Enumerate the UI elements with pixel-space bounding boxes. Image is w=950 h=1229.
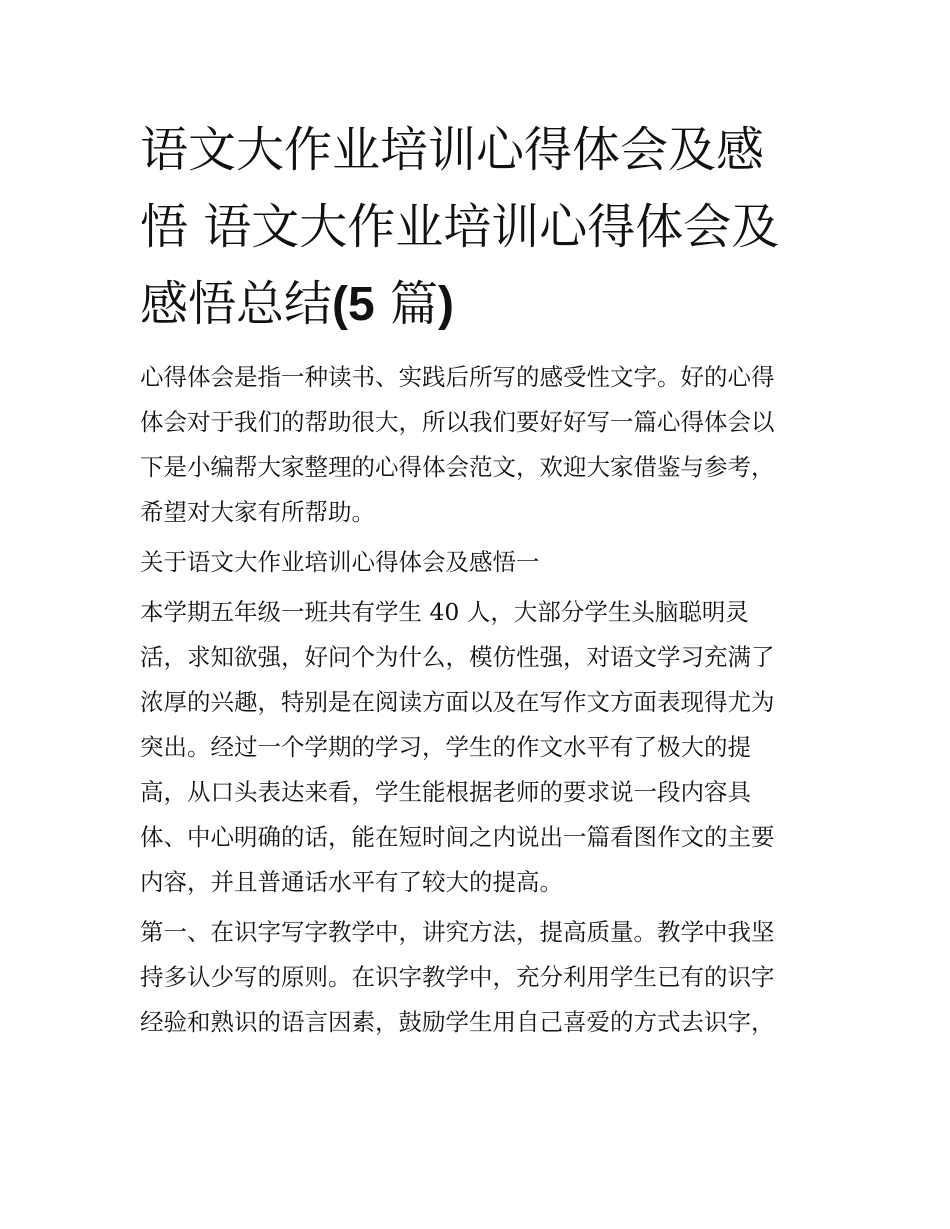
text-line: 体、中心明确的话，能在短时间之内说出一篇看图作文的主要 bbox=[140, 823, 775, 851]
title-text: 感悟总结 bbox=[140, 276, 333, 332]
document-body bbox=[140, 112, 815, 1045]
body-paragraph-1 bbox=[140, 590, 815, 905]
title-line: 语文大作业培训心得体会及感 bbox=[140, 122, 765, 178]
text-line: 浓厚的兴趣，特别是在阅读方面以及在写作文方面表现得尤为 bbox=[140, 688, 775, 716]
text-line: 希望对大家有所帮助。 bbox=[140, 498, 375, 526]
body-paragraph-2 bbox=[140, 910, 815, 1045]
title-line: 悟 语文大作业培训心得体会及 bbox=[140, 199, 780, 255]
title-line bbox=[140, 266, 815, 343]
title-count: (5 bbox=[332, 278, 375, 331]
text-line: 关于语文大作业培训心得体会及感悟一 bbox=[140, 548, 540, 576]
section-heading bbox=[140, 540, 815, 585]
text-line: 下是小编帮大家整理的心得体会范文，欢迎大家借鉴与参考， bbox=[140, 453, 775, 481]
text-line: 体会对于我们的帮助很大，所以我们要好好写一篇心得体会以 bbox=[140, 408, 775, 436]
text-line: 第一、在识字写字教学中，讲究方法，提高质量。教学中我坚 bbox=[140, 918, 775, 946]
text-line: 内容，并且普通话水平有了较大的提高。 bbox=[140, 868, 563, 896]
document-title bbox=[140, 112, 815, 343]
text-line: 高，从口头表达来看，学生能根据老师的要求说一段内容具 bbox=[140, 778, 751, 806]
text-line: 活，求知欲强，好问个为什么，模仿性强，对语文学习充满了 bbox=[140, 643, 775, 671]
title-unit: 篇 bbox=[389, 276, 438, 332]
text-line: 突出。经过一个学期的学习，学生的作文水平有了极大的提 bbox=[140, 733, 751, 761]
text-line: 经验和熟识的语言因素，鼓励学生用自己喜爱的方式去识字， bbox=[140, 1008, 775, 1036]
text-line: 本学期五年级一班共有学生 40 人，大部分学生头脑聪明灵 bbox=[140, 598, 749, 626]
text-line: 心得体会是指一种读书、实践后所写的感受性文字。好的心得 bbox=[140, 363, 775, 391]
text-line: 持多认少写的原则。在识字教学中，充分利用学生已有的识字 bbox=[140, 963, 775, 991]
title-close-paren: ) bbox=[437, 278, 454, 331]
intro-paragraph bbox=[140, 355, 815, 535]
